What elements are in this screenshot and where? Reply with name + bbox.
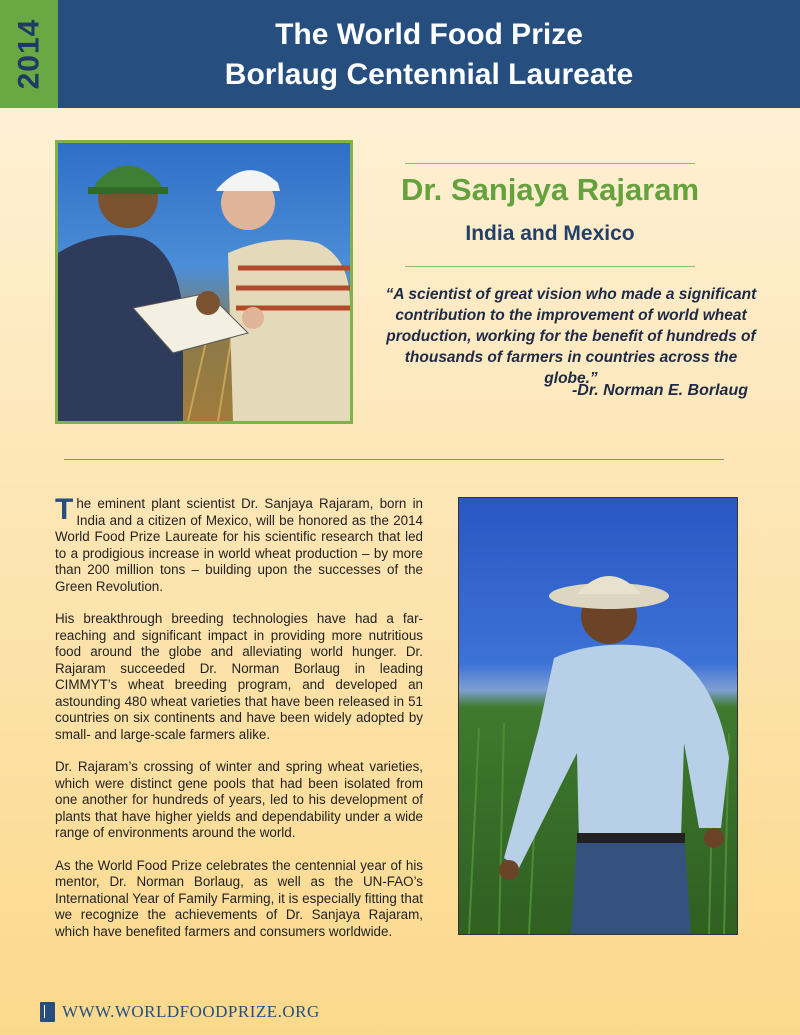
header-banner [58,0,800,108]
footer [40,1002,320,1022]
paragraph-2: His breakthrough breeding technologies have had a far-reaching and significant impact in providing more nutritious food around the globe and alleviating world hunger. Dr. Rajaram succeeded Dr. Norman Borlaug in leading CIMMYT’s wheat breeding program, and developed an astounding 480 wheat varieties that have been released in 51 countries on six continents and have been widely adopted by small- and large-scale farmers alike. [55,611,423,742]
page-subtitle: Borlaug Centennial Laureate [224,58,634,91]
drop-cap: T [55,493,74,526]
laureate-name: Dr. Sanjaya Rajaram [400,172,700,207]
paragraph-1-text: he eminent plant scientist Dr. Sanjaya Rajaram, born in India and a citizen of Mexico, will be honored as the 2014 World Food Prize Laureate for his scientific research that led to a prodigious increase in world wheat production – by more than 200 million tons – building upon the successes of the Green Revolution. [55,496,423,594]
photo-laureate-in-field [458,497,738,935]
paragraph-1 [55,493,423,595]
photo-illustration [58,143,350,421]
book-icon [40,1002,55,1022]
website-link[interactable]: WWW.WORLDFOODPRIZE.ORG [62,1002,320,1021]
year-tab [0,0,58,108]
article-body [55,493,423,956]
borlaug-quote: “A scientist of great vision who made a significant contribution to the improvement of world wheat production, working for the benefit of hundreds of thousands of farmers in countries across the globe.” [385,286,757,387]
section-divider [64,459,724,460]
page-title: The World Food Prize [275,18,583,51]
year-label: 2014 [12,18,45,90]
quote-attribution: -Dr. Norman E. Borlaug [571,382,748,399]
name-rule-top [405,163,695,164]
photo-laureate-with-borlaug [55,140,353,424]
paragraph-4: As the World Food Prize celebrates the centennial year of his mentor, Dr. Norman Borlaug, as well as the UN-FAO’s International Year of Family Farming, it is especially fitting that we recognize the achievements of Dr. Sanjaya Rajaram, which have benefited farmers and consumers worldwide. [55,857,423,939]
field-photo-illustration [459,498,737,934]
name-rule-bottom [405,266,695,267]
paragraph-3: Dr. Rajaram’s crossing of winter and spring wheat varieties, which were distinct gene pools that had been isolated from one another for hundreds of years, led to his development of plants that have higher yields and dependability under a wide range of environments around the world. [55,759,423,840]
laureate-countries: India and Mexico [465,222,635,245]
